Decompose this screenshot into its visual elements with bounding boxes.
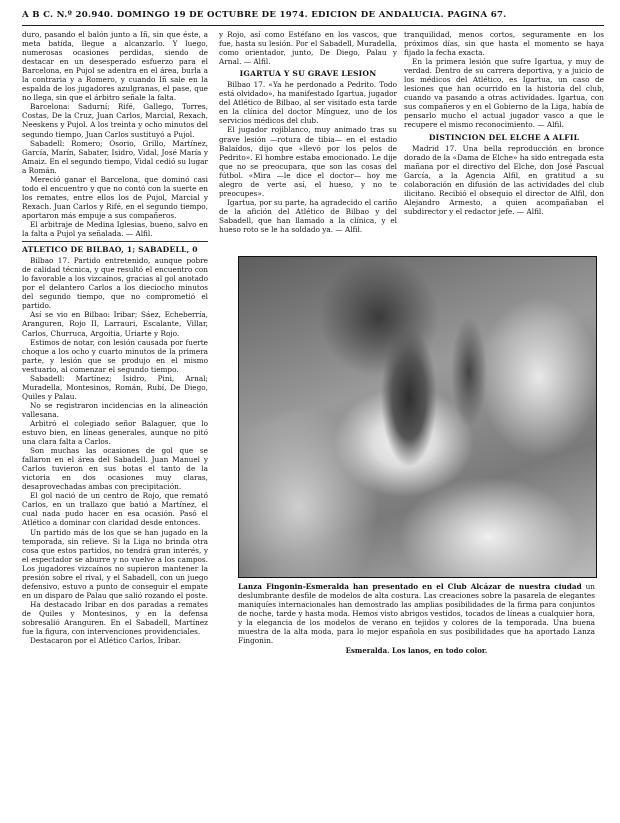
headline-distincion-elche: DISTINCION DEL ELCHE A ALFIL: [428, 132, 580, 142]
headline-atletico-sabadell: ATLETICO DE BILBAO, 1; SABADELL, 0: [22, 245, 198, 255]
caption-body: un deslumbrante desfile de modelos de alta costura. Las creaciones sobre la pasarela de elegantes maniquíes internacionales han demostrado las amplias posibilidades de la firma para conjuntos de noche, tarde y hasta moda. Hemos visto abrigos vestidos, tocados de líneas a cualquier hora, y la elegancia de los modelos de verano en tejidos y colores de la temporada. Una buena muestra de la alta moda, para lo mejor española en sus posibilidades que ha aportado Lanza Fingonin.: [238, 582, 595, 646]
article-paragraph: Así se vio en Bilbao: Iribar; Sáez, Echeberría, Aranguren, Rojo II, Larrauri, Escalante, Villar, Carlos, Churruca, Argoitia, Uriarte y Rojo.: [22, 310, 208, 338]
article-paragraph: No se registraron incidencias en la alineación vallesana.: [22, 400, 208, 419]
article-paragraph: Igartua, por su parte, ha agradecido el cariño de la afición del Atlético de Bilbao y del Sabadell, que han llamado a la clínica, y el hueso roto se le ha soldado ya. — Alfil.: [219, 197, 397, 234]
article-paragraph: Bilbao 17. Partido entretenido, aunque pobre de calidad técnica, y que resultó el encuentro con lo favorable a los vizcaínos, gracias al gol anotado por el delantero Carlos a los dieciocho minutos del segundo tiempo, que no comprometió el partido.: [22, 256, 208, 311]
article-paragraph: Son muchas las ocasiones de gol que se fallaron en el área del Sabadell. Juan Manuel y Carlos tuvieron en sus botas el tanto de la victoria en dos ocasiones muy claras, desaprovechadas ambas con precipitación.: [22, 446, 208, 492]
article-paragraph: Sabadell: Romero; Osorio, Grillo, Martínez, García, Marín, Sabater, Isidro, Vidal, José María y Amaiz. En el segundo tiempo, Vidal cedió su lugar a Román.: [22, 138, 208, 175]
article-paragraph: Sabadell: Martínez; Isidro, Pini, Arnal; Muradella, Montesinos, Román, Rubí, De Diego, Quiles y Palau.: [22, 373, 208, 401]
article-paragraph: Ha destacado Iribar en dos paradas a remates de Quiles y Montesinos, y en la defensa sobresalió Aranguren. En el Sabadell, Martínez fue la figura, con intervenciones providenciales.: [22, 599, 208, 637]
caption-credit: Esmeralda. Los lanos, en todo color.: [345, 646, 488, 656]
photo-model-figure: [379, 327, 439, 477]
page-masthead: A B C. N.º 20.940. DOMINGO 19 DE OCTUBRE DE 1974. EDICION DE ANDALUCIA. PAGINA 67.: [22, 10, 507, 20]
article-paragraph: Mereció ganar el Barcelona, que dominó casi todo el encuentro y que no contó con la suerte en los remates, entre ellos los de Pujol, Marcial y Rexach. Juan Carlos y Rifé, en el segundo tiempo, aportaron más empuje a sus compañeros.: [22, 174, 208, 220]
article-paragraph: tranquilidad, menos cortos, seguramente en los próximos días, sin que hasta el momento se haya fijado la fecha exacta.: [404, 30, 604, 58]
photo-model-figure: [449, 317, 489, 427]
caption-lead: Lanza Fingonin-Esmeralda han presentado en el Club Alcázar de nuestra ciudad: [238, 582, 582, 591]
column-right: [404, 30, 604, 216]
article-paragraph: duro, pasando el balón junto a Iñ, sin que éste, a meta batida, llegue a alcanzarlo. Y luego, numerosas ocasiones perdidas, siendo de destacar en un desesperado esfuerzo para el Barcelona, en Pujol se adentra en el área, burla a la contraria y a Romero, y cuando Iñ sale en la espalda de los jugadores azulgranas, el pase, que no llega, sin que el árbitro señale la falta.: [22, 30, 208, 103]
article-paragraph: Barcelona: Sadurní; Rifé, Gallego, Torres, Costas, De la Cruz, Juan Carlos, Marcial, Rexach, Neeskens y Pujol. A los treinta y ocho minutos del segundo tiempo, Juan Carlos sustituyó a Pujol.: [22, 102, 208, 139]
masthead-rule: [22, 25, 604, 26]
article-paragraph: Arbitró el colegiado señor Balaguer, que lo estuvo bien, en líneas generales, aunque no pitó una clara falta a Carlos.: [22, 418, 208, 447]
photo-caption: [238, 582, 595, 655]
article-paragraph: En la primera lesión que sufre Igartua, y muy de verdad. Dentro de su carrera deportiva, y a juicio de los médicos del Atlético, es Igartua, un caso de lesiones que han ocurrido en la historia del club, cuando va pasando a otras actividades. Igartua, con sus compañeros y en el Gobierno de la Liga, había de pensarlo mucho el actual jugador vasco a que le recupere el mismo reconocimiento. — Alfil.: [404, 57, 604, 130]
column-rule: [22, 241, 208, 242]
article-paragraph: Un partido más de los que se han jugado en la temporada, sin relieve. Si la Liga no brinda otra cosa que estos partidos, no tendrá gran interés, y el espectador se aburre y no vuelve a los campos. Los jugadores vizcaínos no supieron mantener la presión sobre el rival, y el Sabadell, con un juego defensivo, estuvo a punto de conseguir el empate en un disparo de Palau que salió rozando el poste.: [22, 527, 208, 600]
column-left: [22, 30, 208, 645]
article-paragraph: El arbitraje de Medina Iglesias, bueno, salvo en la falta a Pujol ya señalada. — Alfil.: [22, 219, 208, 239]
article-paragraph: Bilbao 17. «Ya he perdonado a Pedrito. Todo está olvidado», ha manifestado Igartua, jugador del Atlético de Bilbao, al ser visitado esta tarde en la clínica del doctor Mínguez, uno de los servicios médicos del club.: [219, 80, 397, 126]
fashion-show-photo: [238, 256, 597, 578]
headline-igartua: IGARTUA Y SU GRAVE LESION: [239, 69, 377, 79]
article-paragraph: El gol nació de un centro de Rojo, que remató Carlos, en un trallazo que batió a Martínez, el cual nada pudo hacer en esa ocasión. Pasó el Atlético a dominar con claridad desde entonces.: [22, 491, 208, 528]
article-paragraph: Destacaron por el Atlético Carlos, Iribar.: [30, 636, 181, 646]
article-paragraph: Estimos de notar, con lesión causada por fuerte choque a los ocho y cuarto minutos de la primera parte, y lesión que se produjo en el mismo vestuario, al comenzar el segundo tiempo.: [22, 337, 208, 374]
article-paragraph: El jugador rojiblanco, muy animado tras su grave lesión —rotura de tibia— en el estadio Balaídos, dijo que «llevó por los pelos de Pedrito». El hombre estaba emocionado. Le dije que no se preocupara, que son las cosas del fútbol. «Mira —le dice el doctor— hoy me alegro de verte así, el hueso, y no te preocupes».: [219, 125, 397, 198]
column-middle: [219, 30, 397, 234]
article-paragraph: Madrid 17. Una bella reproducción en bronce dorado de la «Dama de Elche» ha sido entregada esta mañana por el directivo del Elche, don José Pascual García, a la Agencia Alfil, en gratitud a su colaboración en difusión de las actividades del club ilicitano. Recibió el obsequio el director de Alfil, don Alejandro Armesto, a quien acompañaban el subdirector y el redactor jefe. — Alfil.: [404, 143, 605, 216]
article-paragraph: y Rojo, así como Estéfano en los vascos, que fue, hasta su lesión. Por el Sabadell, Muradella, como orientador, junto, De Diego, Palau y Arnal. — Alfil.: [219, 30, 397, 67]
